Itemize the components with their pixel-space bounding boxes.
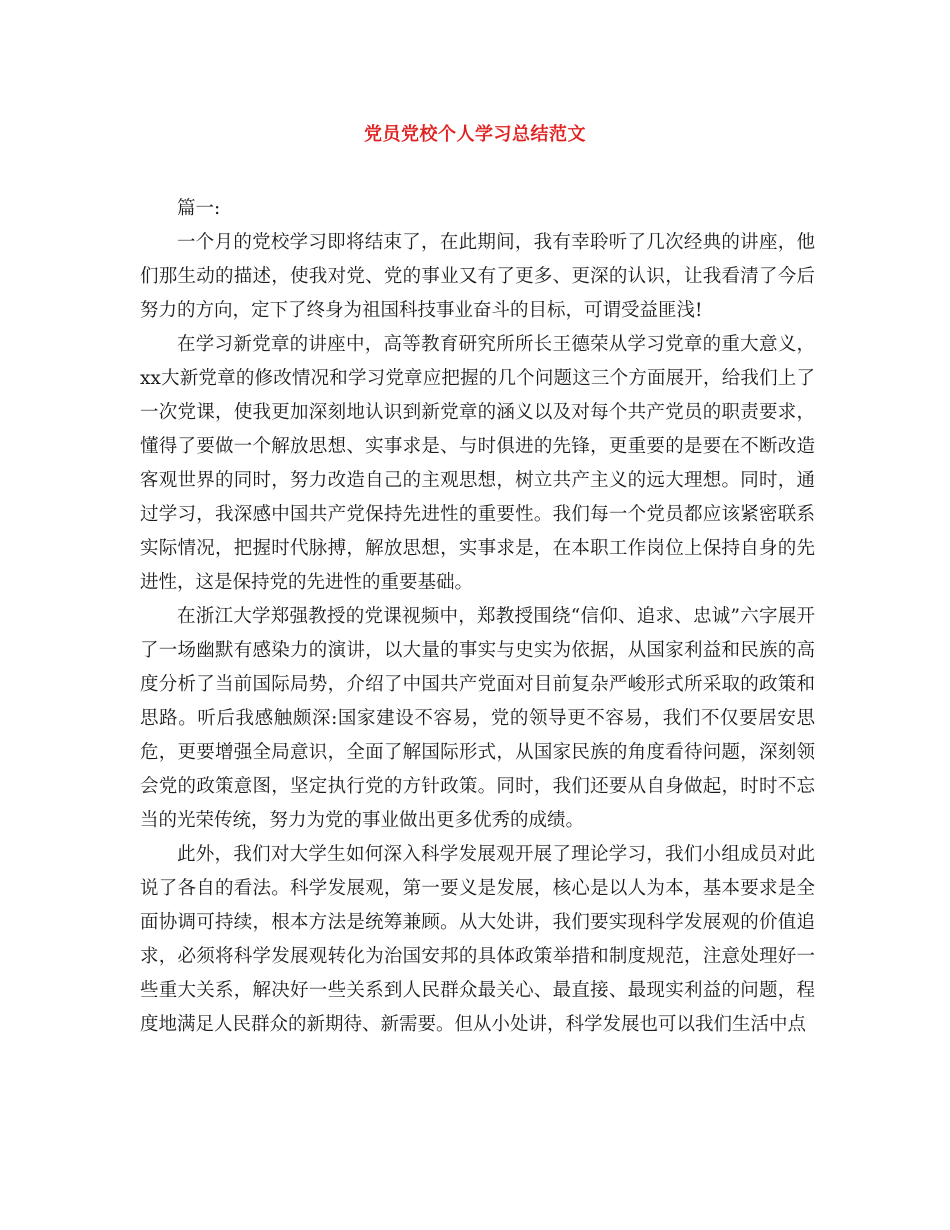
paragraph-2: 在学习新党章的讲座中，高等教育研究所所长王德荣从学习党章的重大意义，xx大新党章的修改情况和学习党章应把握的几个问题这三个方面展开，给我们上了一次党课，使我更加深刻地认识到新党章的涵义以及对每个共产党员的职责要求，懂得了要做一个解放思想、实事求是、与时俱进的先锋，更重要的是要在不断改造客观世界的同时，努力改造自己的主观思想，树立共产主义的远大理想。同时，通过学习，我深感中国共产党保持先进性的重要性。我们每一个党员都应该紧密联系实际情况，把握时代脉搏，解放思想，实事求是，在本职工作岗位上保持自身的先进性，这是保持党的先进性的重要基础。 xyxy=(140,334,815,593)
section-label: 篇一: xyxy=(177,198,221,219)
document-body xyxy=(140,192,815,1042)
document-title: 党员党校个人学习总结范文 xyxy=(364,124,586,145)
paragraph-1: 一个月的党校学习即将结束了，在此期间，我有幸聆听了几次经典的讲座，他们那生动的描述，使我对党、党的事业又有了更多、更深的认识，让我看清了今后努力的方向，定下了终身为祖国科技事业奋斗的目标，可谓受益匪浅! xyxy=(140,232,815,321)
paragraph-4: 此外，我们对大学生如何深入科学发展观开展了理论学习，我们小组成员对此说了各自的看法。科学发展观，第一要义是发展，核心是以人为本，基本要求是全面协调可持续，根本方法是统筹兼顾。从大处讲，我们要实现科学发展观的价值追求，必须将科学发展观转化为治国安邦的具体政策举措和制度规范，注意处理好一些重大关系，解决好一些关系到人民群众最关心、最直接、最现实利益的问题，程度地满足人民群众的新期待、新需要。但从小处讲，科学发展也可以我们生活中点 xyxy=(140,844,815,1035)
paragraph-3: 在浙江大学郑强教授的党课视频中，郑教授围绕“信仰、追求、忠诚”六字展开了一场幽默有感染力的演讲，以大量的事实与史实为依据，从国家利益和民族的高度分析了当前国际局势，介绍了中国共产党面对目前复杂严峻形式所采取的政策和思路。听后我感触颇深:国家建设不容易，党的领导更不容易，我们不仅要居安思危，更要增强全局意识，全面了解国际形式，从国家民族的角度看待问题，深刻领会党的政策意图，坚定执行党的方针政策。同时，我们还要从自身做起，时时不忘当的光荣传统，努力为党的事业做出更多优秀的成绩。 xyxy=(140,606,815,831)
